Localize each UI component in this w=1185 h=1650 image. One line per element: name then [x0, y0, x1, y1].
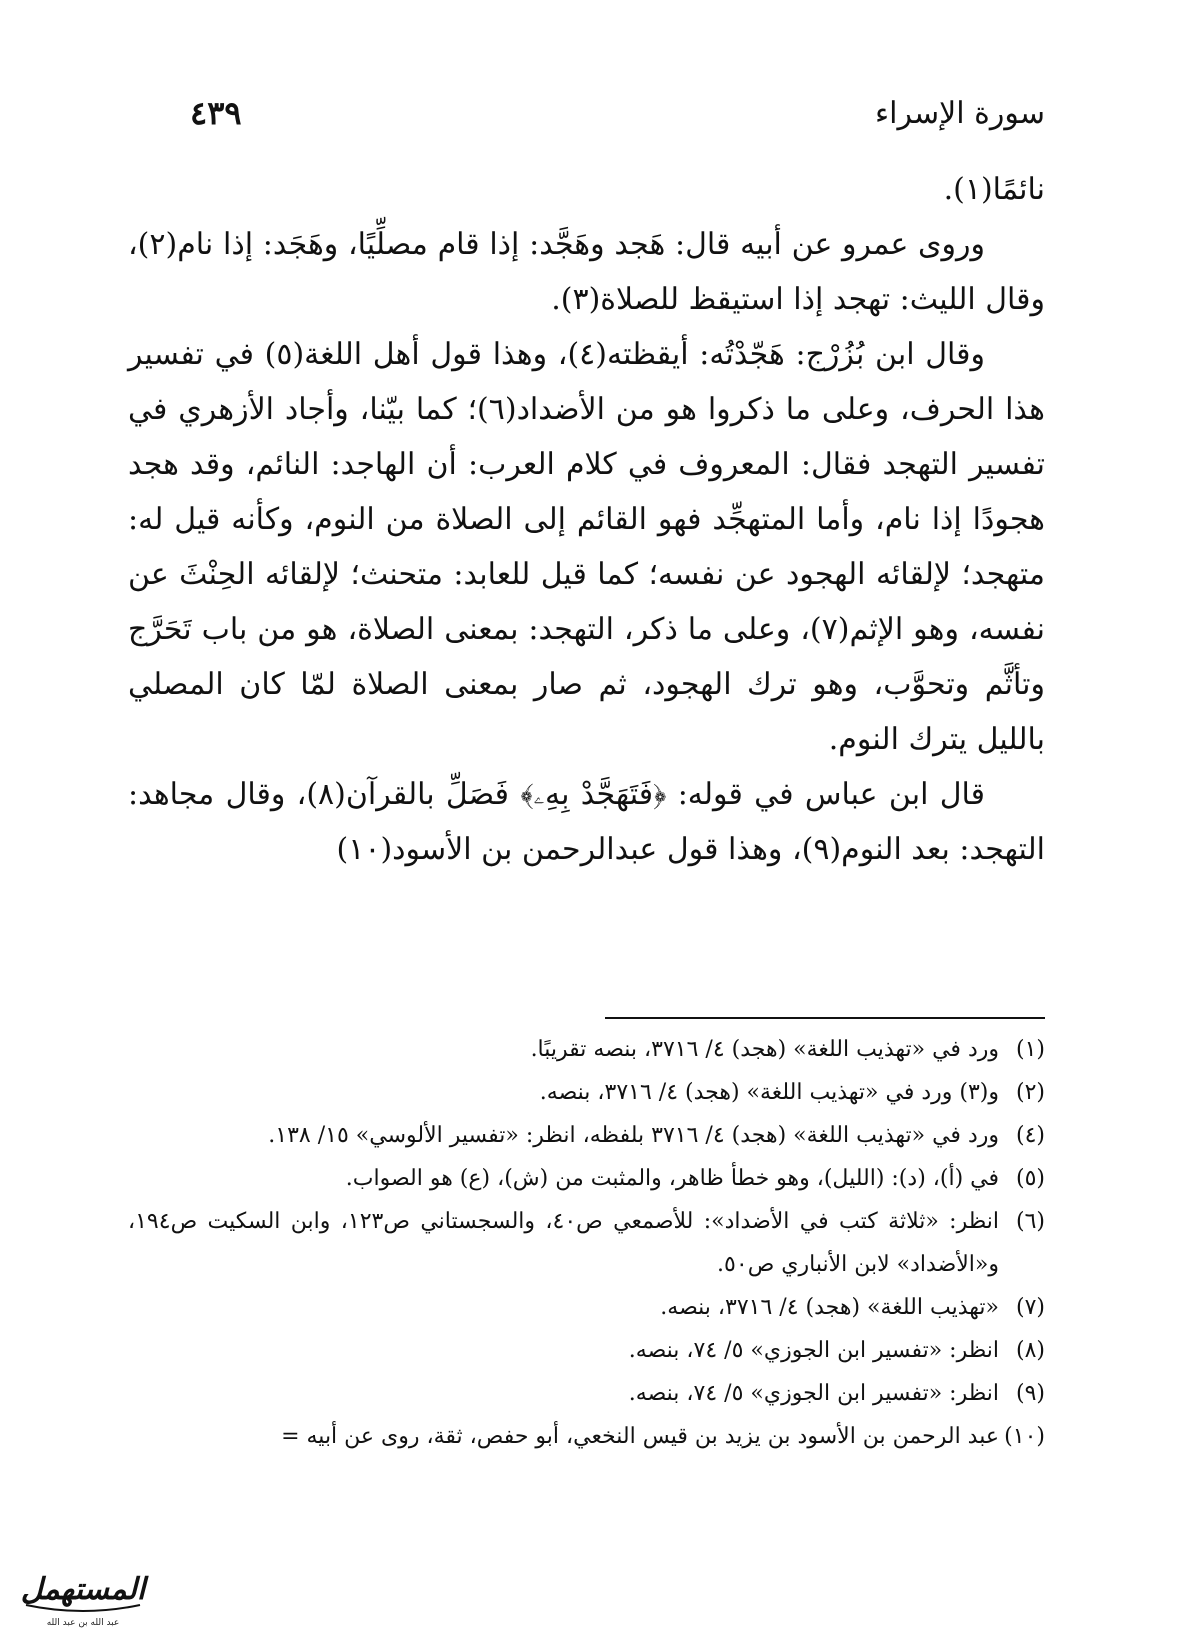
footnote-text: انظر: «ثلاثة كتب في الأضداد»: للأصمعي ص٤٠، والسجستاني ص١٢٣، وابن السكيت ص١٩٤، و«الأضداد» لابن الأنباري ص٥٠.	[128, 1209, 1000, 1277]
footnotes	[128, 1028, 1045, 1458]
footnote-text: في (أ)، (د): (الليل)، وهو خطأ ظاهر، والمثبت من (ش)، (ع) هو الصواب.	[345, 1166, 999, 1191]
footnote-text: انظر: «تفسير ابن الجوزي» ٥/ ٧٤، بنصه.	[628, 1338, 999, 1363]
footnote-item	[128, 1286, 1045, 1329]
footnote-text: «تهذيب اللغة» (هجد) ٤/ ٣٧١٦، بنصه.	[660, 1295, 999, 1320]
footnote-text: انظر: «تفسير ابن الجوزي» ٥/ ٧٤، بنصه.	[628, 1381, 999, 1406]
footnote-number: (٨)	[1015, 1338, 1045, 1363]
paragraph-2: وروى عمرو عن أبيه قال: هَجد وهَجَّد: إذا قام مصلِّيًا، وهَجَد: إذا نام(٢)، وقال الليث: تهجد إذا استيقظ للصلاة(٣).	[128, 227, 1045, 317]
footnote-number: (٦)	[1015, 1209, 1045, 1234]
footnote-number: (٥)	[1015, 1166, 1045, 1191]
footnote-number: (٩)	[1015, 1381, 1045, 1406]
paragraph-1: نائمًا(١).	[943, 172, 1045, 207]
page-header	[190, 88, 1045, 138]
paragraph-4: قال ابن عباس في قوله: ﴿فَتَهَجَّدْ بِهِۦ﴾ فَصَلِّ بالقرآن(٨)، وقال مجاهد: التهجد: بعد النوم(٩)، وهذا قول عبدالرحمن بن الأسود(١٠)	[128, 777, 1045, 867]
main-text	[128, 162, 1045, 877]
surah-title: سورة الإسراء	[875, 95, 1045, 131]
logo-mark	[8, 1555, 158, 1635]
publisher-logo	[8, 1555, 158, 1635]
paragraph-3: وقال ابن بُزُرْج: هَجّدْتُه: أيقظته(٤)، وهذا قول أهل اللغة(٥) في تفسير هذا الحرف، وعلى ما ذكروا هو من الأضداد(٦)؛ كما بيّنا، وأجاد الأزهري في تفسير التهجد فقال: المعروف في كلام العرب: أن الهاجد: النائم، وقد هجد هجودًا إذا نام، وأما المتهجِّد فهو القائم إلى الصلاة من النوم، وكأنه قيل له: متهجد؛ لإلقائه الهجود عن نفسه؛ كما قيل للعابد: متحنث؛ لإلقائه الحِنْثَ عن نفسه، وهو الإثم(٧)، وعلى ما ذكر، التهجد: بمعنى الصلاة، هو من باب تَحَرَّج وتأثَّم وتحوَّب، وهو ترك الهجود، ثم صار بمعنى الصلاة لمّا كان المصلي بالليل يترك النوم.	[128, 337, 1046, 757]
logo-subtext: عبد الله بن عبد الله	[46, 1618, 120, 1628]
footnote-item	[128, 1372, 1045, 1415]
logo-text: المستهمل	[20, 1572, 146, 1607]
footnote-item	[128, 1071, 1045, 1114]
footnote-number: (١)	[1015, 1037, 1045, 1062]
footnote-item	[128, 1329, 1045, 1372]
footnote-item	[128, 1415, 1045, 1458]
footnote-item	[128, 1028, 1045, 1071]
page-number: ٤٣٩	[190, 94, 242, 132]
footnote-number: (٧)	[1015, 1295, 1045, 1320]
footnote-number: (٢)	[1015, 1080, 1045, 1105]
footnote-text: ورد في «تهذيب اللغة» (هجد) ٤/ ٣٧١٦، بنصه تقريبًا.	[530, 1037, 999, 1062]
footnote-number: (٤)	[1015, 1123, 1045, 1148]
footnote-text: و(٣) ورد في «تهذيب اللغة» (هجد) ٤/ ٣٧١٦، بنصه.	[539, 1080, 999, 1105]
footnote-separator	[605, 1017, 1045, 1019]
footnote-item	[128, 1200, 1045, 1286]
footnote-item	[128, 1114, 1045, 1157]
footnote-item	[128, 1157, 1045, 1200]
footnote-text: عبد الرحمن بن الأسود بن يزيد بن قيس النخعي، أبو حفص، ثقة، روى عن أبيه =	[281, 1424, 999, 1449]
footnote-number: (١٠)	[1004, 1424, 1045, 1449]
footnote-text: ورد في «تهذيب اللغة» (هجد) ٤/ ٣٧١٦ بلفظه، انظر: «تفسير الألوسي» ١٥/ ١٣٨.	[268, 1123, 999, 1148]
